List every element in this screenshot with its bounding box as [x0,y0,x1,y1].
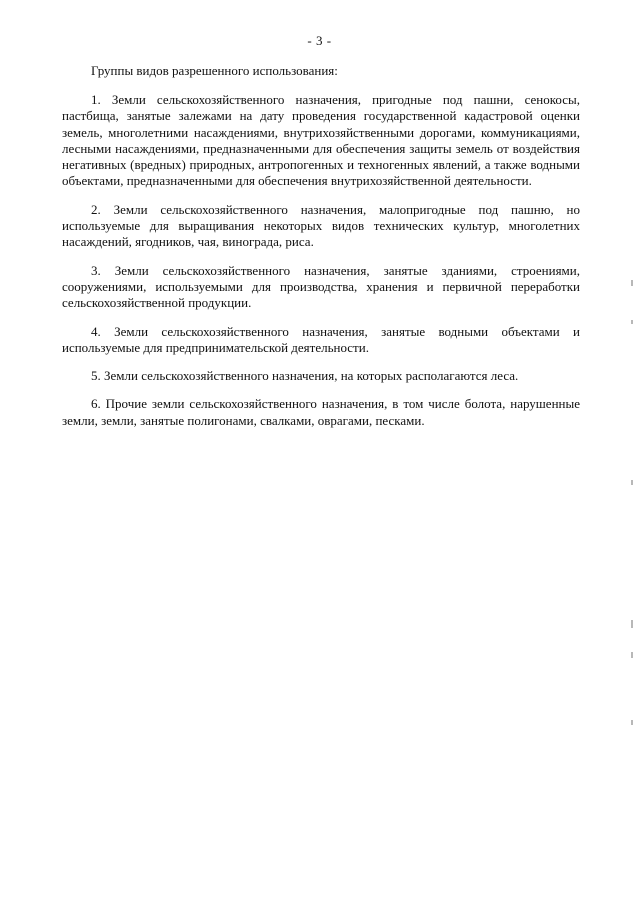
scan-mark [631,280,633,286]
scan-mark [631,620,633,628]
scan-mark [631,320,633,324]
paragraph-group-3: 3. Земли сельскохозяйственного назначения, занятые зданиями, строениями, сооружениями, используемыми для производства, хранения и первичной переработки сельскохозяйственной продукции. [62,262,580,311]
scan-mark [631,652,633,658]
paragraph-group-6: 6. Прочие земли сельскохозяйственного назначения, в том числе болота, нарушенные земли, земли, занятые полигонами, свалками, оврагами, песками. [62,396,580,428]
section-heading: Группы видов разрешенного использования: [91,63,338,78]
paragraph-group-1: 1. Земли сельскохозяйственного назначения, пригодные под пашни, сенокосы, пастбища, занятые залежами на дату проведения государственной кадастровой оценки земель, многолетними насаждениями, внутрихозяйственными дорогами, коммуникациями, лесными насаждениями, предназначенными для обеспечения защиты земель от воздействия негативных (вредных) природных, антропогенных и техногенных явлений, а также водными объектами, предназначенными для обеспечения внутрихозяйственной деятельности. [62,92,580,189]
paragraph-group-2: 2. Земли сельскохозяйственного назначения, малопригодные под пашню, но используемые для выращивания некоторых видов технических культур, многолетних насаждений, ягодников, чая, винограда, риса. [62,201,580,250]
scan-edge-marks [631,280,635,760]
paragraph-group-5: 5. Земли сельскохозяйственного назначения, на которых располагаются леса. [91,368,519,384]
scan-mark [631,720,633,725]
paragraph-list [62,92,580,441]
paragraph-group-4: 4. Земли сельскохозяйственного назначения, занятые водными объектами и используемые для предпринимательской деятельности. [62,323,580,355]
scan-mark [631,480,633,485]
page-number: - 3 - [307,33,332,48]
